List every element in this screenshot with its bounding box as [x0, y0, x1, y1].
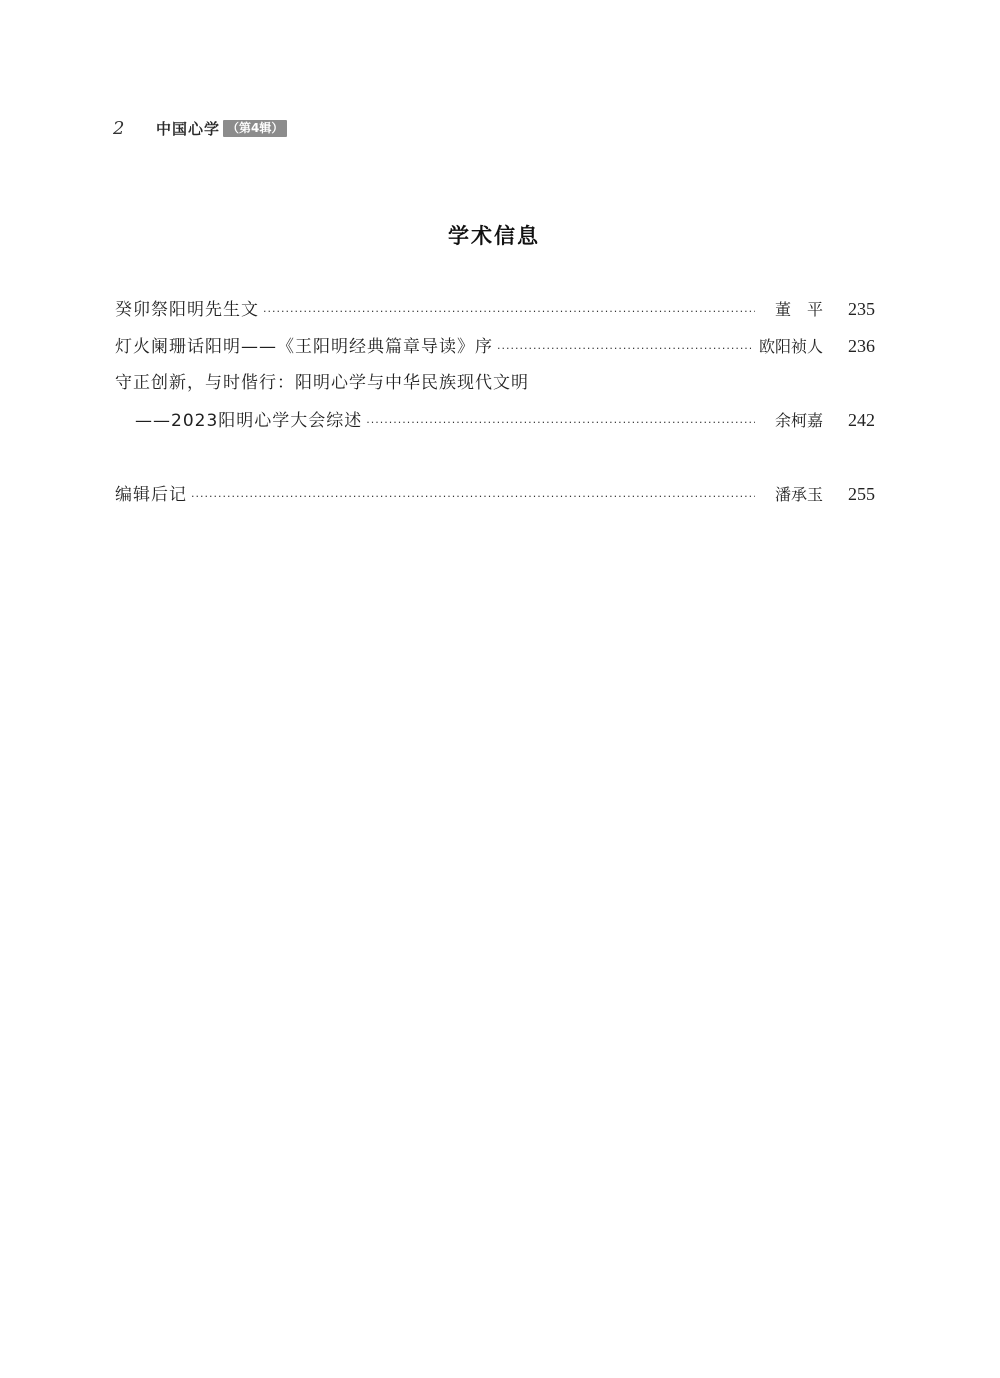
toc-entry[interactable] [115, 291, 875, 328]
journal-title: 中国心学 [156, 119, 221, 138]
dot-leader [366, 404, 755, 441]
dot-leader [497, 330, 751, 367]
toc-entry-author: 欧阳祯人 [758, 337, 823, 356]
page-number: 2 [113, 117, 125, 139]
toc-entry[interactable] [115, 328, 875, 365]
dot-leader [263, 293, 755, 330]
toc-entry-title: 癸卯祭阳明先生文 [115, 300, 259, 320]
toc-entry[interactable] [115, 476, 875, 513]
toc-entry-page: 242 [848, 410, 875, 430]
toc-entry-page: 236 [848, 336, 875, 356]
toc-entry-page: 255 [848, 484, 875, 504]
issue-tag: （第4辑） [223, 120, 287, 137]
toc-entry-author: 余柯嘉 [774, 411, 823, 430]
toc-entry-title: 灯火阑珊话阳明——《王阳明经典篇章导读》序 [115, 337, 493, 357]
running-head [113, 116, 287, 140]
toc-entry-author: 潘承玉 [774, 485, 823, 504]
toc-entry-title: 编辑后记 [115, 485, 187, 505]
section-title: 学术信息 [448, 224, 540, 248]
table-of-contents [115, 291, 875, 513]
toc-entry-author: 董 平 [774, 300, 823, 319]
toc-entry-page: 235 [848, 299, 875, 319]
toc-entry[interactable] [115, 365, 875, 402]
dot-leader [191, 478, 755, 515]
toc-entry-title: 守正创新，与时偕行：阳明心学与中华民族现代文明 [115, 373, 529, 393]
toc-entry-subtitle[interactable] [115, 402, 875, 439]
toc-entry-title: ——2023阳明心学大会综述 [135, 411, 363, 431]
